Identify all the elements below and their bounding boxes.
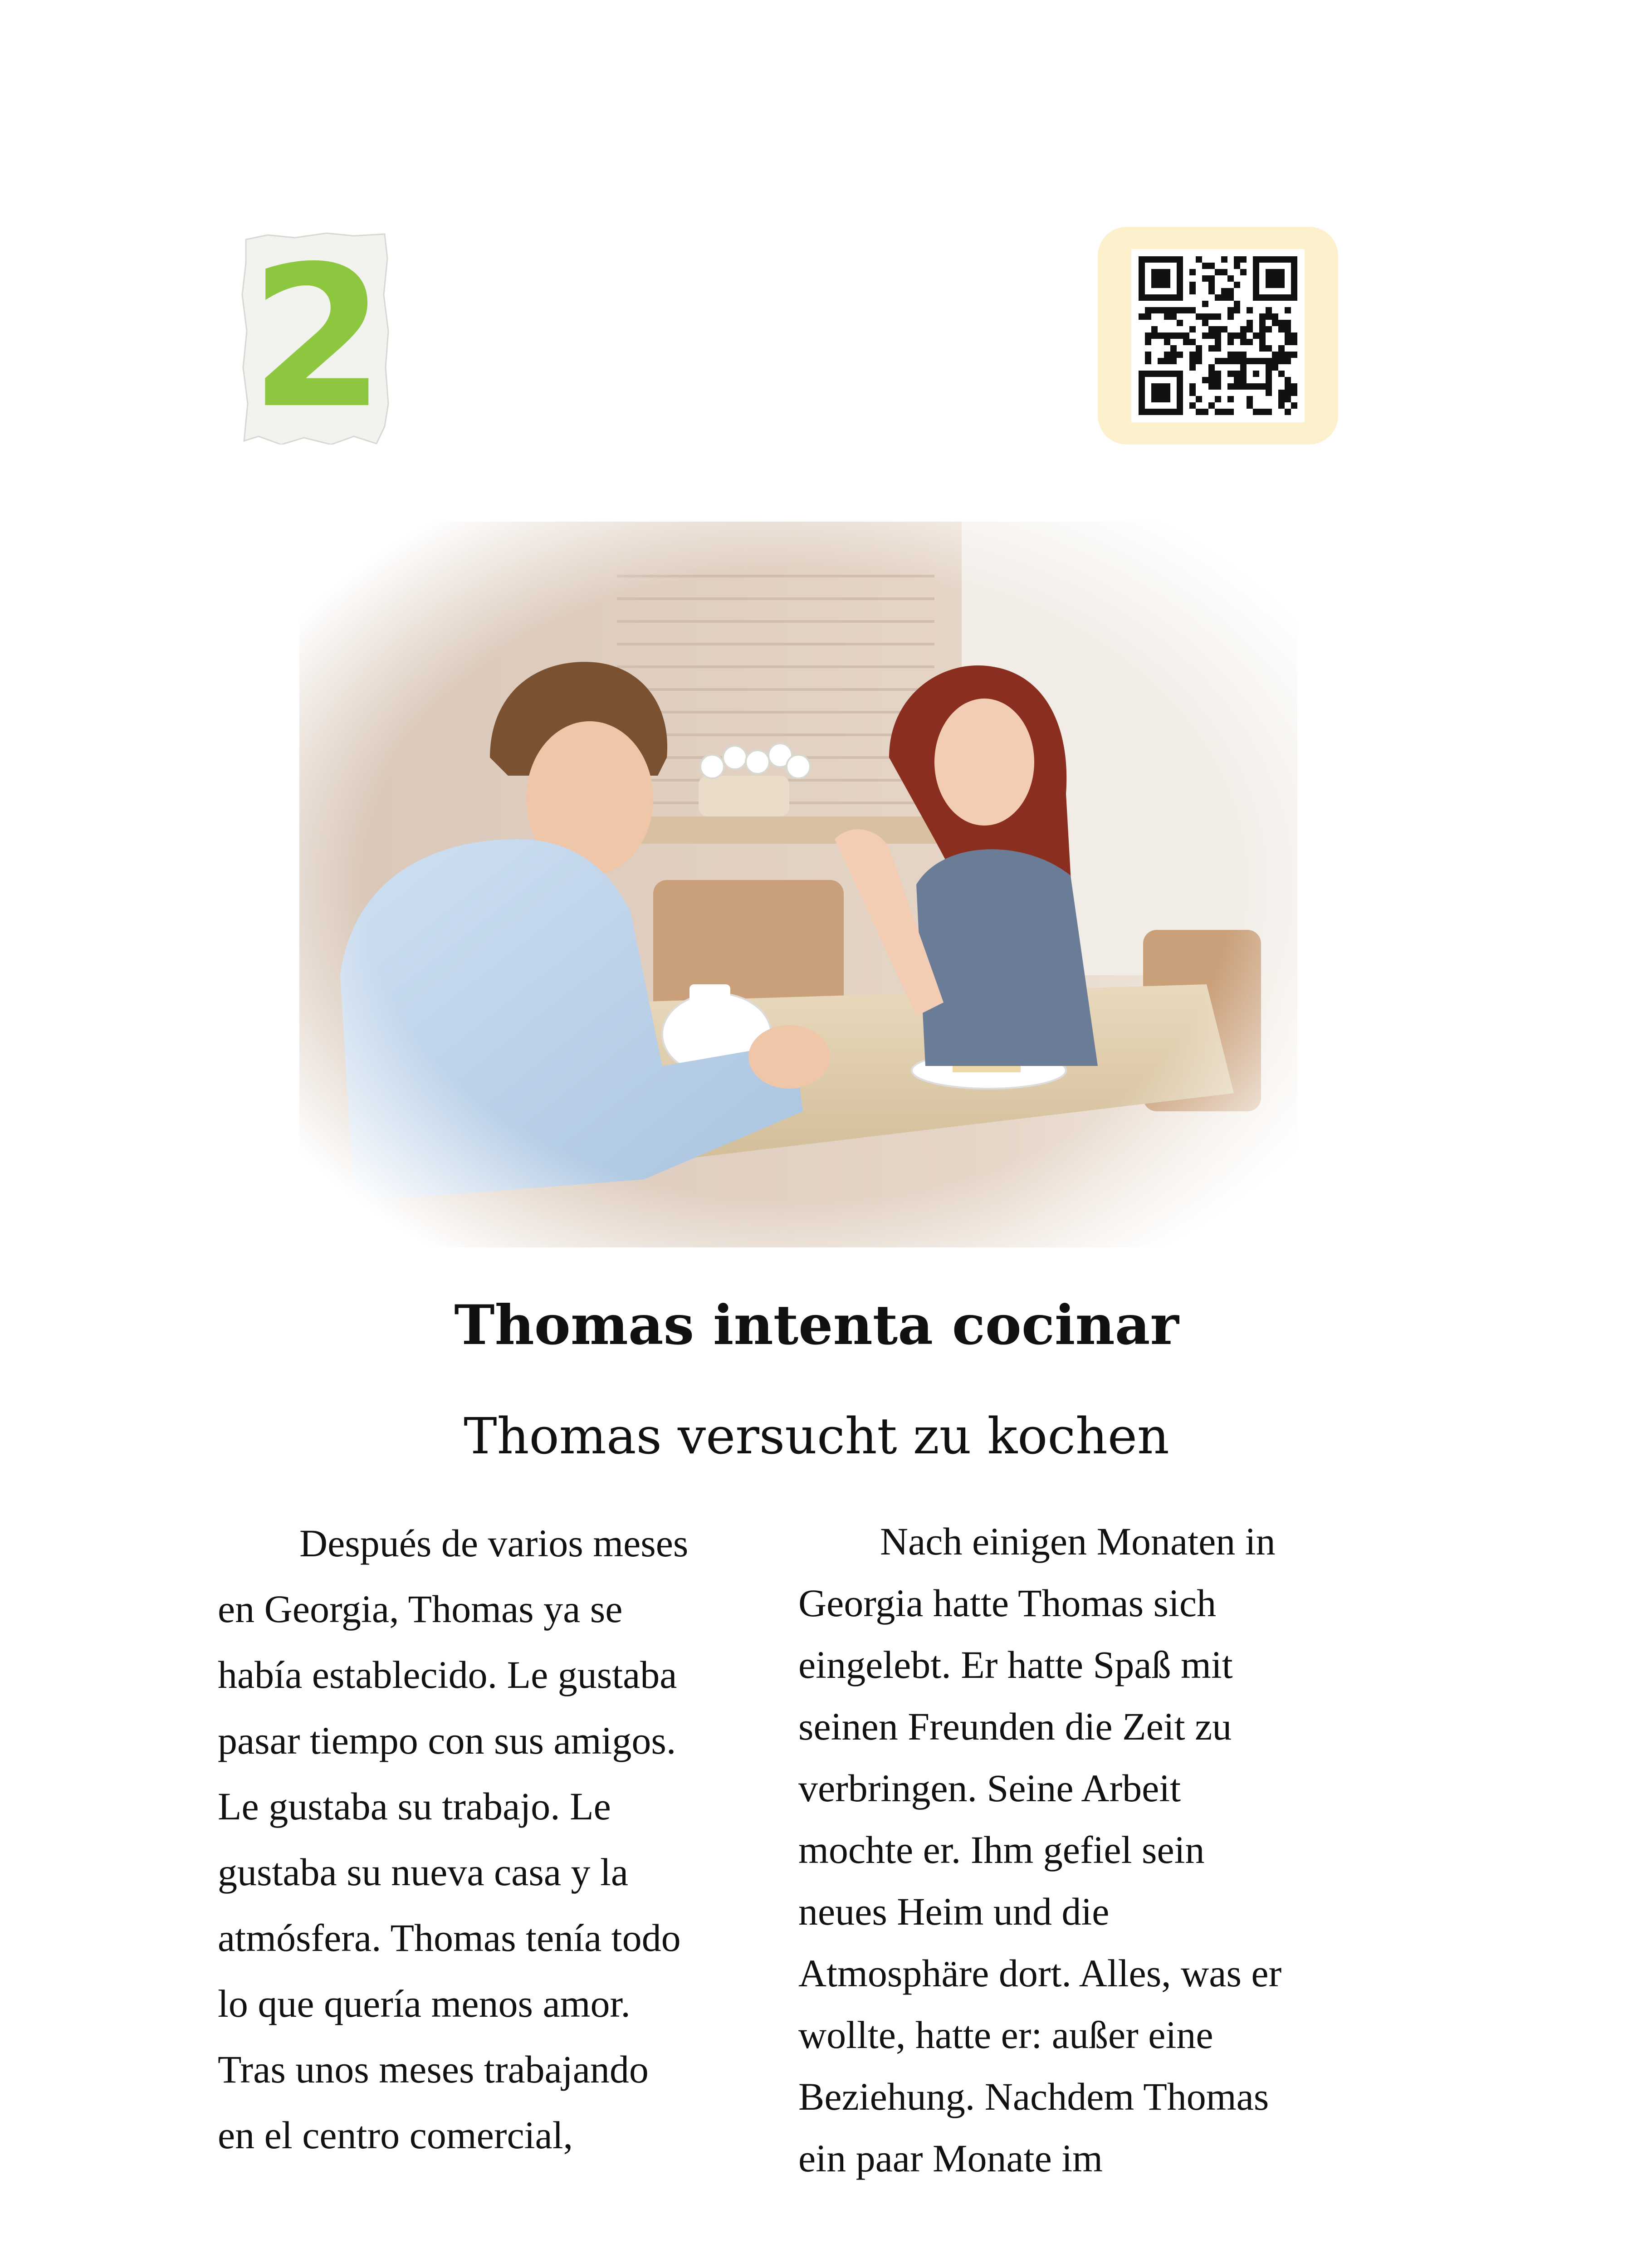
- text-line: seinen Freunden die Zeit zu: [798, 1705, 1232, 1748]
- qr-code-icon[interactable]: [1131, 249, 1305, 422]
- text-line: wollte, hatte er: außer eine: [798, 2013, 1213, 2057]
- text-line: Georgia hatte Thomas sich: [798, 1581, 1217, 1625]
- text-line: Le gustaba su trabajo. Le: [218, 1784, 611, 1828]
- text-line: verbringen. Seine Arbeit: [798, 1766, 1181, 1810]
- text-line: lo que quería menos amor.: [218, 1982, 631, 2025]
- text-line: en Georgia, Thomas ya se: [218, 1587, 623, 1631]
- text-line: eingelebt. Er hatte Spaß mit: [798, 1643, 1233, 1686]
- german-text-column: [798, 1510, 1356, 2189]
- text-line: en el centro comercial,: [218, 2113, 573, 2157]
- spanish-text-column: [218, 1510, 771, 2168]
- text-line: Beziehung. Nachdem Thomas: [798, 2075, 1269, 2118]
- text-line: Nach einigen Monaten in: [880, 1520, 1276, 1563]
- text-line: había establecido. Le gustaba: [218, 1653, 677, 1696]
- couple-at-table-photo: [299, 522, 1297, 1247]
- chapter-number-badge: [240, 225, 390, 451]
- text-line: mochte er. Ihm gefiel sein: [798, 1828, 1205, 1872]
- text-line: atmósfera. Thomas tenía todo: [218, 1916, 681, 1960]
- text-line: gustaba su nueva casa y la: [218, 1850, 629, 1894]
- qr-code-panel[interactable]: [1098, 227, 1338, 445]
- text-line: pasar tiempo con sus amigos.: [218, 1719, 676, 1762]
- text-line: neues Heim und die: [798, 1890, 1110, 1933]
- text-line: ein paar Monate im: [798, 2136, 1103, 2180]
- text-line: Atmosphäre dort. Alles, was er: [798, 1951, 1282, 1995]
- text-line: Después de varios meses: [299, 1521, 689, 1565]
- chapter-subtitle: Thomas versucht zu kochen: [464, 1407, 1169, 1465]
- chapter-title: Thomas intenta cocinar: [454, 1293, 1179, 1357]
- chapter-number: 2: [249, 225, 386, 451]
- text-line: Tras unos meses trabajando: [218, 2048, 649, 2091]
